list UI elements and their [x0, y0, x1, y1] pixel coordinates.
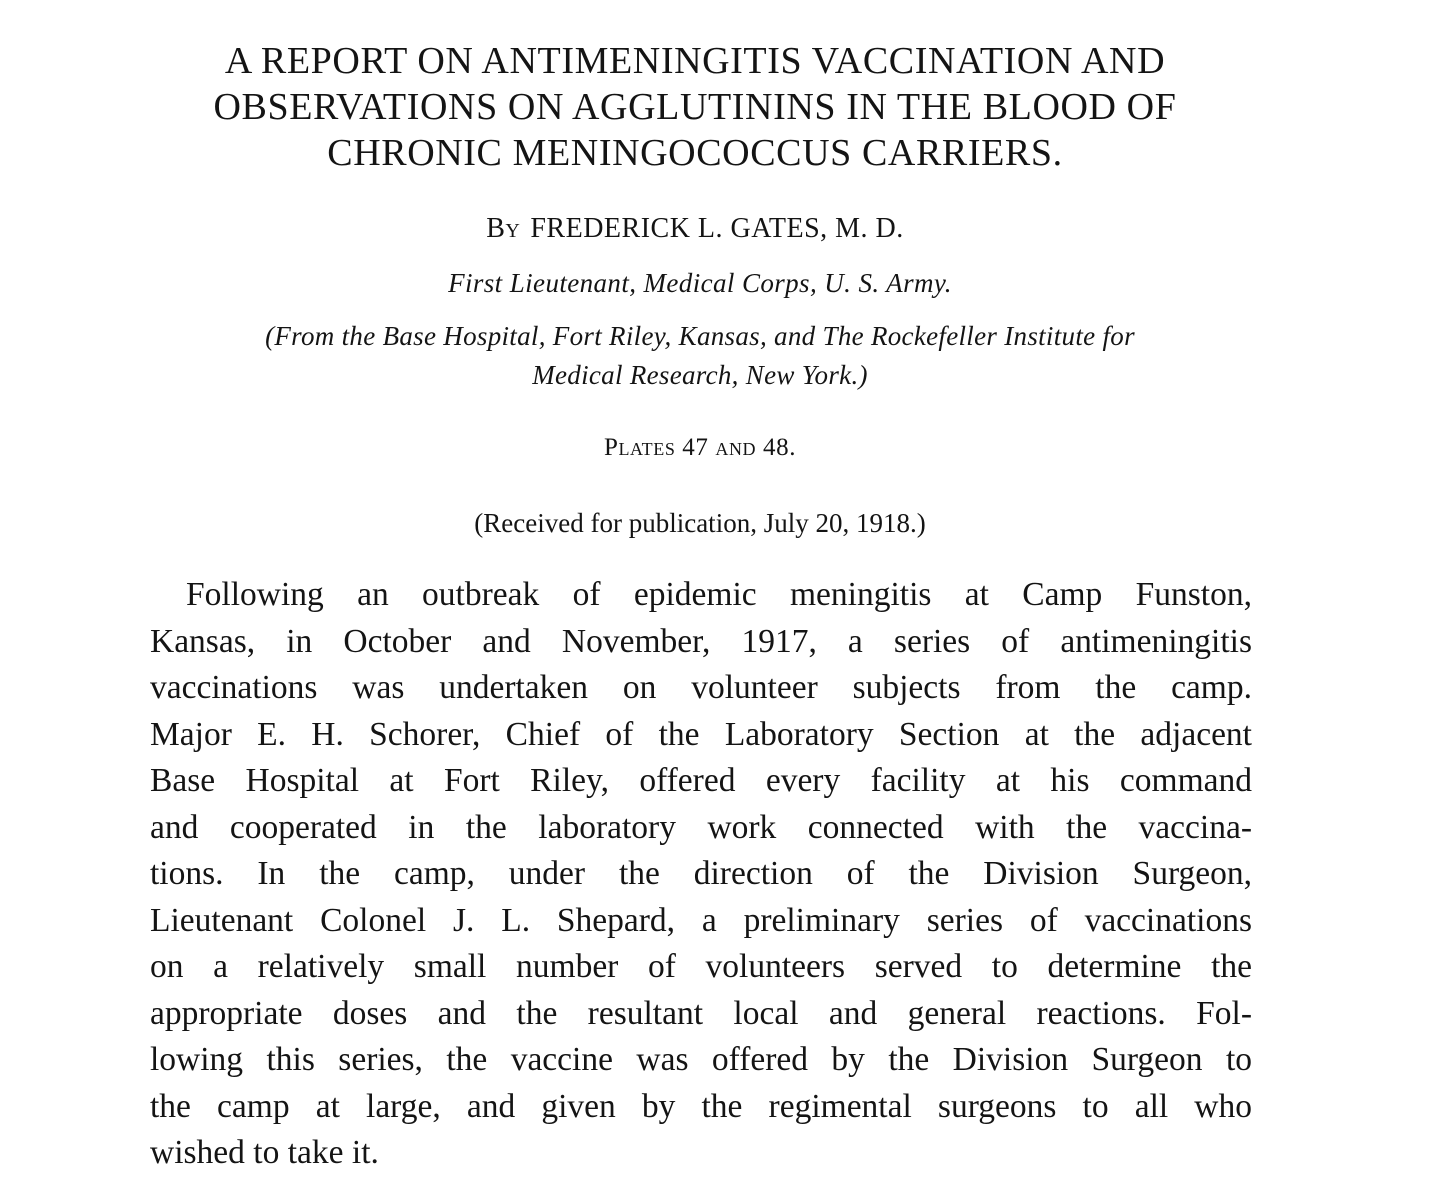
paragraph-line: on a relatively small number of volunteers served to determine the [150, 948, 1252, 985]
author-affiliation [130, 317, 1270, 395]
paragraph-line: appropriate doses and the resultant local and general reactions. Fol- [150, 994, 1252, 1032]
paragraph-line: wished to take it. [150, 1134, 379, 1171]
title-line: CHRONIC MENINGOCOCCUS CARRIERS. [327, 132, 1063, 174]
paragraph-line: Following an outbreak of epidemic meningitis at Camp Funston, [186, 576, 1252, 613]
paragraph-line: and cooperated in the laboratory work connected with the vaccina- [150, 808, 1252, 846]
paragraph-line: Major E. H. Schorer, Chief of the Laboratory Section at the adjacent [150, 715, 1252, 753]
title-line: A REPORT ON ANTIMENINGITIS VACCINATION AND [224, 40, 1166, 82]
paragraph-line: lowing this series, the vaccine was offered by the Division Surgeon to [150, 1041, 1252, 1078]
paragraph-line: tions. In the camp, under the direction of the Division Surgeon, [150, 855, 1252, 892]
article-title [130, 38, 1260, 176]
plates-note: Plates 47 and 48. [603, 434, 797, 461]
paragraph-line: Lieutenant Colonel J. L. Shepard, a preliminary series of vaccinations [150, 901, 1252, 939]
paragraph-line: the camp at large, and given by the regimental surgeons to all who [150, 1087, 1252, 1125]
paragraph-line: Kansas, in October and November, 1917, a series of antimeningitis [150, 622, 1252, 660]
paragraph-line: vaccinations was undertaken on volunteer subjects from the camp. [150, 669, 1252, 706]
title-line: OBSERVATIONS ON AGGLUTININS IN THE BLOOD OF [213, 86, 1177, 128]
received-date: (Received for publication, July 20, 1918.) [474, 508, 926, 538]
author-name: FREDERICK L. GATES, M. D. [530, 213, 904, 244]
body-paragraph [150, 572, 1252, 1177]
author-byline [130, 212, 1260, 246]
affiliation-line: (From the Base Hospital, Fort Riley, Kansas, and The Rockefeller Institute for [265, 321, 1135, 351]
paragraph-line: Base Hospital at Fort Riley, offered every facility at his command [150, 762, 1252, 799]
byline-prefix: By [486, 213, 521, 244]
author-rank: First Lieutenant, Medical Corps, U. S. Army. [448, 268, 952, 298]
affiliation-line: Medical Research, New York.) [532, 360, 868, 390]
